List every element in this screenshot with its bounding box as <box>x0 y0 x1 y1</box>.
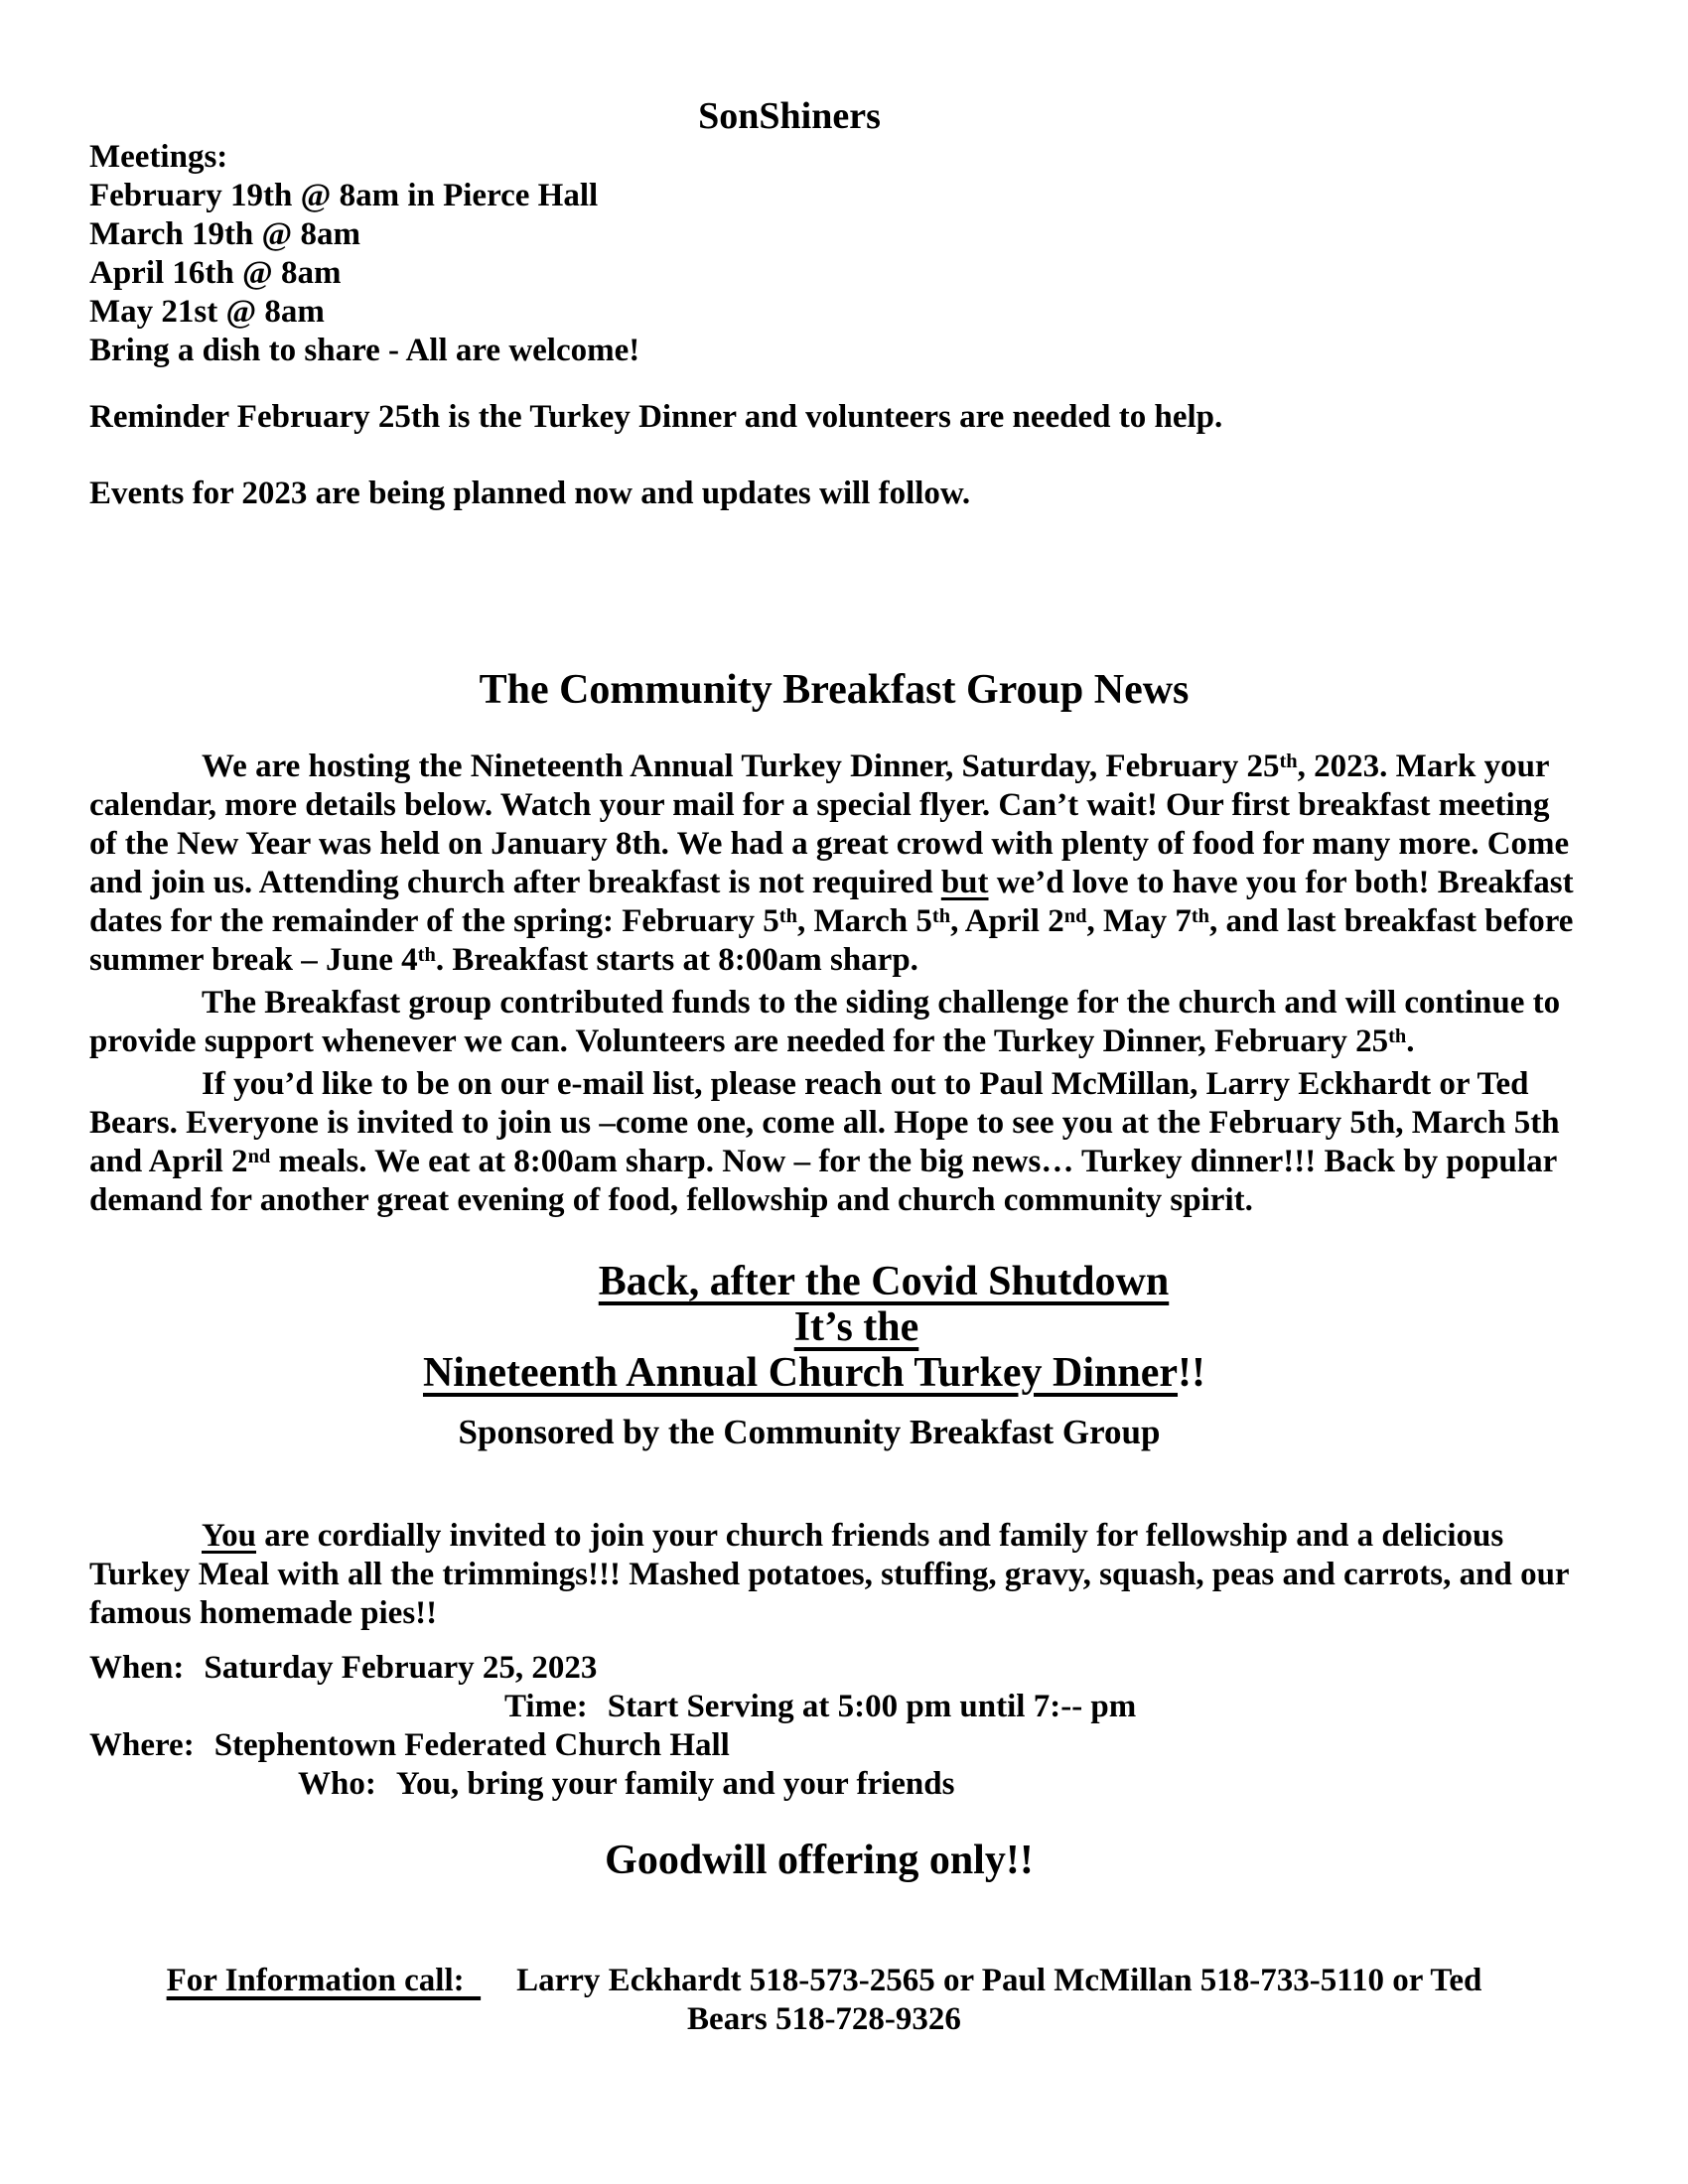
detail-who-value: You, bring your family and your friends <box>395 1766 955 1802</box>
detail-where-label: Where: <box>89 1727 195 1763</box>
contact-phones-line2: Bears 518-728-9326 <box>687 2001 961 2037</box>
turkey-dinner-heading-line3-suffix: !! <box>1178 1350 1206 1396</box>
meeting-line-march: March 19th @ 8am <box>89 216 360 252</box>
goodwill-offering-line: Goodwill offering only!! <box>605 1838 1034 1883</box>
meetings-heading: Meetings: <box>89 139 228 175</box>
meeting-line-april: April 16th @ 8am <box>89 255 342 291</box>
detail-when-value: Saturday February 25, 2023 <box>204 1650 598 1686</box>
breakfast-news-paragraph-2: The Breakfast group contributed funds to the siding challenge for the church and will continue to provide support whenever we can. Volunteers are needed for the Turkey Dinner, February 25th. <box>89 985 1561 1059</box>
contact-phones-line1: Larry Eckhardt 518-573-2565 or Paul McMillan 518-733-5110 or Ted <box>516 1963 1482 1998</box>
contact-info-block <box>89 1962 1579 2039</box>
breakfast-news-heading: The Community Breakfast Group News <box>479 667 1190 713</box>
detail-time-label: Time: <box>504 1689 588 1724</box>
meeting-line-february: February 19th @ 8am in Pierce Hall <box>89 178 599 213</box>
detail-who-label: Who: <box>298 1766 376 1802</box>
detail-when-label: When: <box>89 1650 185 1686</box>
invitation-paragraph: You are cordially invited to join your church friends and family for fellowship and a delicious Turkey Meal with all the trimmings!!! Mashed potatoes, stuffing, gravy, squash, peas and carrots, and our famous homemade pies!! <box>89 1518 1569 1631</box>
detail-when <box>89 1649 1579 1688</box>
newsletter-content <box>0 94 1688 2039</box>
contact-label: For Information call: <box>166 1963 482 1998</box>
breakfast-news-paragraph-3: If you’d like to be on our e-mail list, please reach out to Paul McMillan, Larry Eckhardt or Ted Bears. Everyone is invited to join us –come one, come all. Hope to see you at the February 5th, March 5th and April 2nd meals. We eat at 8:00am sharp. Now – for the big news… Turkey dinner!!! Back by popular demand for another great evening of food, fellowship and church community spirit. <box>89 1066 1560 1218</box>
turkey-dinner-heading-line2 <box>89 1304 1579 1350</box>
sponsor-line: Sponsored by the Community Breakfast Group <box>458 1413 1161 1451</box>
meeting-line-may: May 21st @ 8am <box>89 294 325 330</box>
turkey-dinner-heading-line3-underline: Nineteenth Annual Church Turkey Dinner <box>422 1350 1179 1396</box>
turkey-dinner-heading-line1 <box>89 1259 1579 1304</box>
turkey-dinner-heading-line2-underline: It’s the <box>793 1304 919 1350</box>
events-text: Events for 2023 are being planned now and updates will follow. <box>89 476 971 511</box>
meetings-block <box>89 138 1579 370</box>
sonshiners-title: SonShiners <box>698 95 881 137</box>
detail-where <box>89 1726 1579 1765</box>
event-details-block <box>89 1649 1579 1804</box>
detail-time-value: Start Serving at 5:00 pm until 7:-- pm <box>607 1689 1137 1724</box>
turkey-dinner-heading-line1-underline: Back, after the Covid Shutdown <box>598 1259 1170 1304</box>
detail-who <box>89 1765 1579 1804</box>
turkey-dinner-heading-line3 <box>89 1350 1579 1396</box>
detail-where-value: Stephentown Federated Church Hall <box>213 1727 730 1763</box>
breakfast-news-paragraph-1: We are hosting the Nineteenth Annual Turkey Dinner, Saturday, February 25th, 2023. Mark your calendar, more details below. Watch your mail for a special flyer. Can’t wait! Our first breakfast meeting of the New Year was held on January 8th. We had a great crowd with plenty of food for many more. Come and join us. Attending church after breakfast is not required but we’d love to have you for both! Breakfast dates for the remainder of the spring: February 5th, March 5th, April 2nd, May 7th, and last breakfast before summer break – June 4th. Breakfast starts at 8:00am sharp. <box>89 749 1574 978</box>
meeting-line-bring-dish: Bring a dish to share - All are welcome! <box>89 333 640 368</box>
contact-line-1 <box>89 1962 1559 2000</box>
reminder-text: Reminder February 25th is the Turkey Dinner and volunteers are needed to help. <box>89 399 1223 435</box>
detail-time <box>89 1688 1579 1726</box>
